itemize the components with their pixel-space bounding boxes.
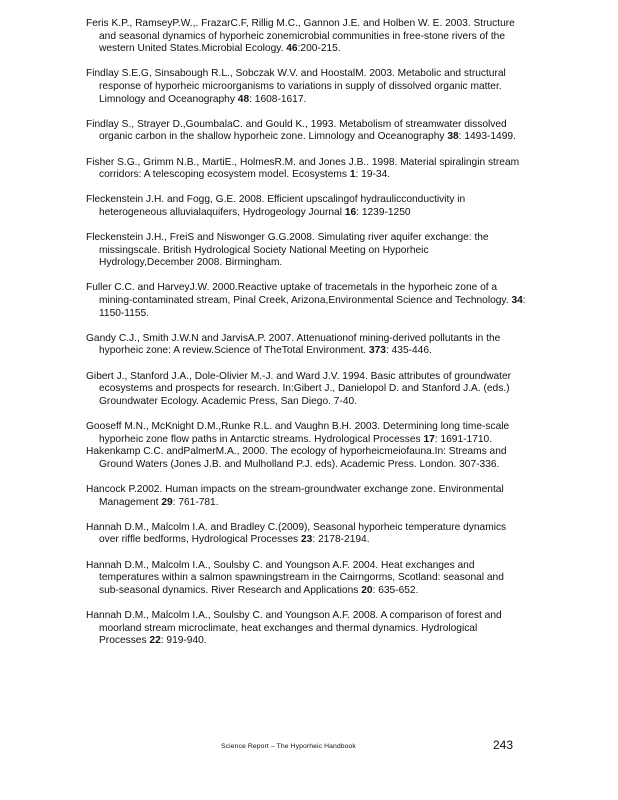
reference-entry: Feris K.P., RamseyP.W.,. FrazarC.F, Rillig M.C., Gannon J.E. and Holben W. E. 2003. Structure and seasonal dynamics of hyporheic zonemicrobial communities in free-stone rivers of the western United States.Microbial Ecology. 46:200-215. [86, 18, 515, 55]
reference-entry: Fuller C.C. and HarveyJ.W. 2000.Reactive uptake of tracemetals in the hyporheic zone of a mining-contaminated stream, Pinal Creek, Arizona,Environmental Science and Technology. 34: 1150-1155. [86, 282, 526, 319]
reference-entry: Findlay S., Strayer D.,GoumbalaC. and Gould K., 1993. Metabolism of streamwater dissolved organic carbon in the shallow hyporheic zone. Limnology and Oceanography 38: 1493-1499. [86, 118, 516, 143]
footer-title: Science Report – The Hyporheic Handbook [221, 743, 356, 750]
reference-list [86, 18, 526, 660]
reference-entry: Gandy C.J., Smith J.W.N and JarvisA.P. 2007. Attenuationof mining-derived pollutants in the hyporheic zone: A review.Science of TheTotal Environment. 373: 435-446. [86, 332, 501, 357]
page-number: 243 [493, 738, 514, 752]
reference-entry: Hannah D.M., Malcolm I.A., Soulsby C. and Youngson A.F. 2004. Heat exchanges and temperatures within a salmon spawningstream in the Cairngorms, Scotland: seasonal and sub-seasonal dynamics. River Research and Applications 20: 635-652. [86, 559, 504, 596]
reference-entry: Gibert J., Stanford J.A., Dole-Olivier M.-J. and Ward J.V. 1994. Basic attributes of groundwater ecosystems and prospects for research. In:Gibert J., Danielopol D. and Stanford J.A. (eds.) Groundwater Ecology. Academic Press, San Diego. 7-40. [86, 370, 512, 407]
reference-entry: Findlay S.E.G, Sinsabough R.L., Sobczak W.V. and HoostalM. 2003. Metabolic and structural response of hyporheic microorganisms to variations in supply of dissolved organic matter. Limnology and Oceanography 48: 1608-1617. [86, 68, 506, 105]
reference-entry: Hancock P.2002. Human impacts on the stream-groundwater exchange zone. Environmental Management 29: 761-781. [86, 483, 504, 508]
reference-entry: Gooseff M.N., McKnight D.M.,Runke R.L. and Vaughn B.H. 2003. Determining long time-scale hyporheic zone flow paths in Antarctic streams. Hydrological Processes 17: 1691-1710. [86, 421, 510, 445]
reference-entry: Hannah D.M., Malcolm I.A., Soulsby C. and Youngson A.F. 2008. A comparison of forest and moorland stream microclimate, heat exchanges and thermal dynamics. Hydrological Processes 22: 919-940. [86, 609, 502, 647]
reference-entry: Hannah D.M., Malcolm I.A. and Bradley C.(2009), Seasonal hyporheic temperature dynamics over riffle bedforms, Hydrological Processes 23: 2178-2194. [86, 521, 507, 546]
reference-entry: Fleckenstein J.H., FreiS and Niswonger G.G.2008. Simulating river aquifer exchange: the missingscale. British Hydrological Society National Meeting on Hyporheic Hydrology,December 2008. Birmingham. [86, 232, 489, 269]
page-footer [0, 738, 618, 758]
reference-entry: Fisher S.G., Grimm N.B., MartiE., HolmesR.M. and Jones J.B.. 1998. Material spiralingin stream corridors: A telescoping ecosystem model. Ecosystems 1: 19-34. [86, 156, 520, 181]
reference-entry: Hakenkamp C.C. andPalmerM.A., 2000. The ecology of hyporheicmeiofauna.In: Streams and Ground Waters (Jones J.B. and Mulholland P.J. eds). Academic Press. London. 307-336. [86, 446, 507, 470]
reference-entry: Fleckenstein J.H. and Fogg, G.E. 2008. Efficient upscalingof hydraulicconductivity in heterogeneous alluvialaquifers, Hydrogeology Journal 16: 1239-1250 [86, 194, 466, 218]
